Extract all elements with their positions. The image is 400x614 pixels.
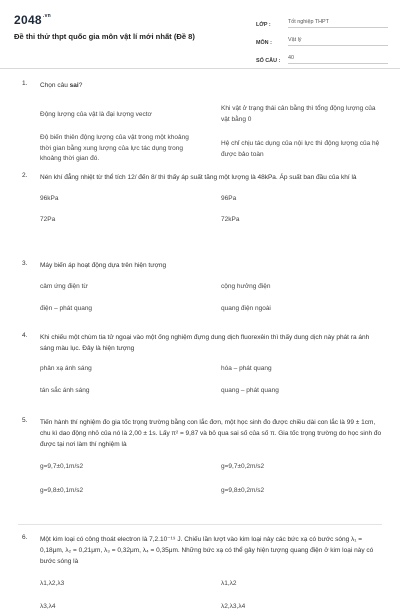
- question-number: 3.: [22, 260, 28, 267]
- question-text: Nén khí đẳng nhiệt từ thể tích 12/ đến 8/ thì thấy áp suất tăng một lượng là 48kPa. Áp suất ban đầu của khí là: [40, 174, 357, 181]
- question-4: [22, 332, 382, 417]
- answer-option[interactable]: Hệ chỉ chịu tác dụng của nội lực thì động lượng của hệ được bảo toàn: [221, 140, 380, 158]
- question-number: 2.: [22, 172, 28, 179]
- answer-options: [40, 104, 382, 165]
- answer-options: [40, 364, 382, 396]
- answer-option[interactable]: g=9,7±0,2m/s2: [221, 463, 265, 470]
- logo-suffix: .vn: [42, 13, 52, 19]
- answer-option[interactable]: 96kPa: [40, 195, 59, 202]
- answer-option[interactable]: phản xạ ánh sáng: [40, 365, 92, 372]
- question-1: [22, 80, 382, 172]
- answer-options: [40, 282, 382, 314]
- answer-option[interactable]: hóa – phát quang: [221, 365, 272, 372]
- meta-label: LỚP :: [256, 22, 271, 28]
- document-title: Đề thi thử thpt quốc gia môn vật lí mới nhất (Đề 8): [14, 32, 195, 41]
- meta-row-count: [256, 50, 388, 64]
- answer-option[interactable]: λ1,λ2: [221, 580, 237, 587]
- meta-label: SỐ CÂU :: [256, 58, 281, 64]
- answer-option[interactable]: 96Pa: [221, 195, 237, 202]
- answer-option[interactable]: λ3,λ4: [40, 602, 56, 610]
- question-text: Máy biến áp hoạt động dựa trên hiện tượng: [40, 262, 167, 269]
- meta-value: 40: [288, 55, 388, 64]
- question-text-part: ?: [78, 82, 83, 89]
- question-text: Một kim loại có công thoát electron là 7,2.10⁻¹⁹ J. Chiếu lần lượt vào kim loại này các bức xạ có bước sóng λ₁ = 0,18μm, λ₂ = 0,21μm, λ₃ = 0,32μm, λ₄ = 0,35μm. Những bức xạ có thể gây hiện tượng quang điện ở kim loại này có bước sóng là: [40, 536, 374, 565]
- answer-option[interactable]: điện – phát quang: [40, 304, 93, 312]
- question-number: 6.: [22, 534, 28, 541]
- question-5: [22, 417, 382, 524]
- question-list: [0, 80, 400, 614]
- answer-option[interactable]: cảm ứng điện từ: [40, 283, 88, 290]
- exam-meta: [256, 14, 388, 68]
- answer-option[interactable]: λ2,λ3,λ4: [221, 602, 246, 610]
- meta-value: Vật lý: [288, 37, 388, 46]
- answer-option[interactable]: g=9,8±0,1m/s2: [40, 486, 84, 494]
- section-divider: [18, 524, 382, 525]
- answer-option[interactable]: Khi vật ở trạng thái cân bằng thì tổng động lượng của vật bằng 0: [221, 105, 376, 123]
- answer-option[interactable]: cộng hưởng điện: [221, 283, 271, 290]
- question-text: Tiến hành thí nghiệm đo gia tốc trọng trường bằng con lắc đơn, một học sinh đo được chiều dài con lắc là 99 ± 1cm, chu kì dao động nhỏ của nó là 2,00 ± 1s. Lấy π² = 9,87 và bỏ qua sai số của số π. Gia tốc trọng trường do học sinh đo được tại nơi làm thí nghiệm là: [40, 419, 382, 448]
- answer-option[interactable]: Động lượng của vật là đại lượng vectơ: [40, 111, 152, 118]
- answer-option[interactable]: 72Pa: [40, 215, 56, 223]
- question-text: Khi chiếu một chùm tia tử ngoại vào một ống nghiệm đựng dung dịch fluorexêin thì thấy dung dịch này phát ra ánh sáng màu lục. Đây là hiện tượng: [40, 334, 370, 352]
- site-logo[interactable]: [14, 13, 51, 27]
- meta-row-class: [256, 14, 388, 28]
- meta-label: MÔN :: [256, 40, 272, 46]
- answer-option[interactable]: λ1,λ2,λ3: [40, 580, 65, 587]
- question-text-part: Chọn câu: [40, 82, 70, 89]
- logo-text: 2048: [14, 13, 42, 27]
- question-number: 5.: [22, 417, 28, 424]
- page-header: [0, 0, 400, 69]
- meta-value: Tốt nghiệp THPT: [288, 19, 388, 28]
- answer-options: [40, 462, 382, 496]
- answer-options: [40, 194, 382, 225]
- question-3: [22, 260, 382, 332]
- question-number: 4.: [22, 332, 28, 339]
- question-number: 1.: [22, 80, 28, 87]
- answer-option[interactable]: quang điện ngoài: [221, 304, 271, 312]
- answer-option[interactable]: Độ biến thiên động lượng của vật trong một khoảng thời gian bằng xung lượng của lực tác dụng trong khoảng thời gian đó.: [40, 134, 189, 162]
- answer-option[interactable]: quang – phát quang: [221, 386, 279, 394]
- answer-option[interactable]: g=9,7±0,1m/s2: [40, 463, 84, 470]
- answer-option[interactable]: tán sắc ánh sáng: [40, 386, 90, 394]
- question-2: [22, 172, 382, 260]
- meta-row-subject: [256, 32, 388, 46]
- answer-option[interactable]: g=9,8±0,2m/s2: [221, 486, 265, 494]
- question-text: [40, 80, 382, 91]
- answer-option[interactable]: 72kPa: [221, 215, 240, 223]
- question-6: [22, 534, 382, 614]
- answer-options: [40, 579, 382, 612]
- question-emphasis: sai: [69, 82, 79, 89]
